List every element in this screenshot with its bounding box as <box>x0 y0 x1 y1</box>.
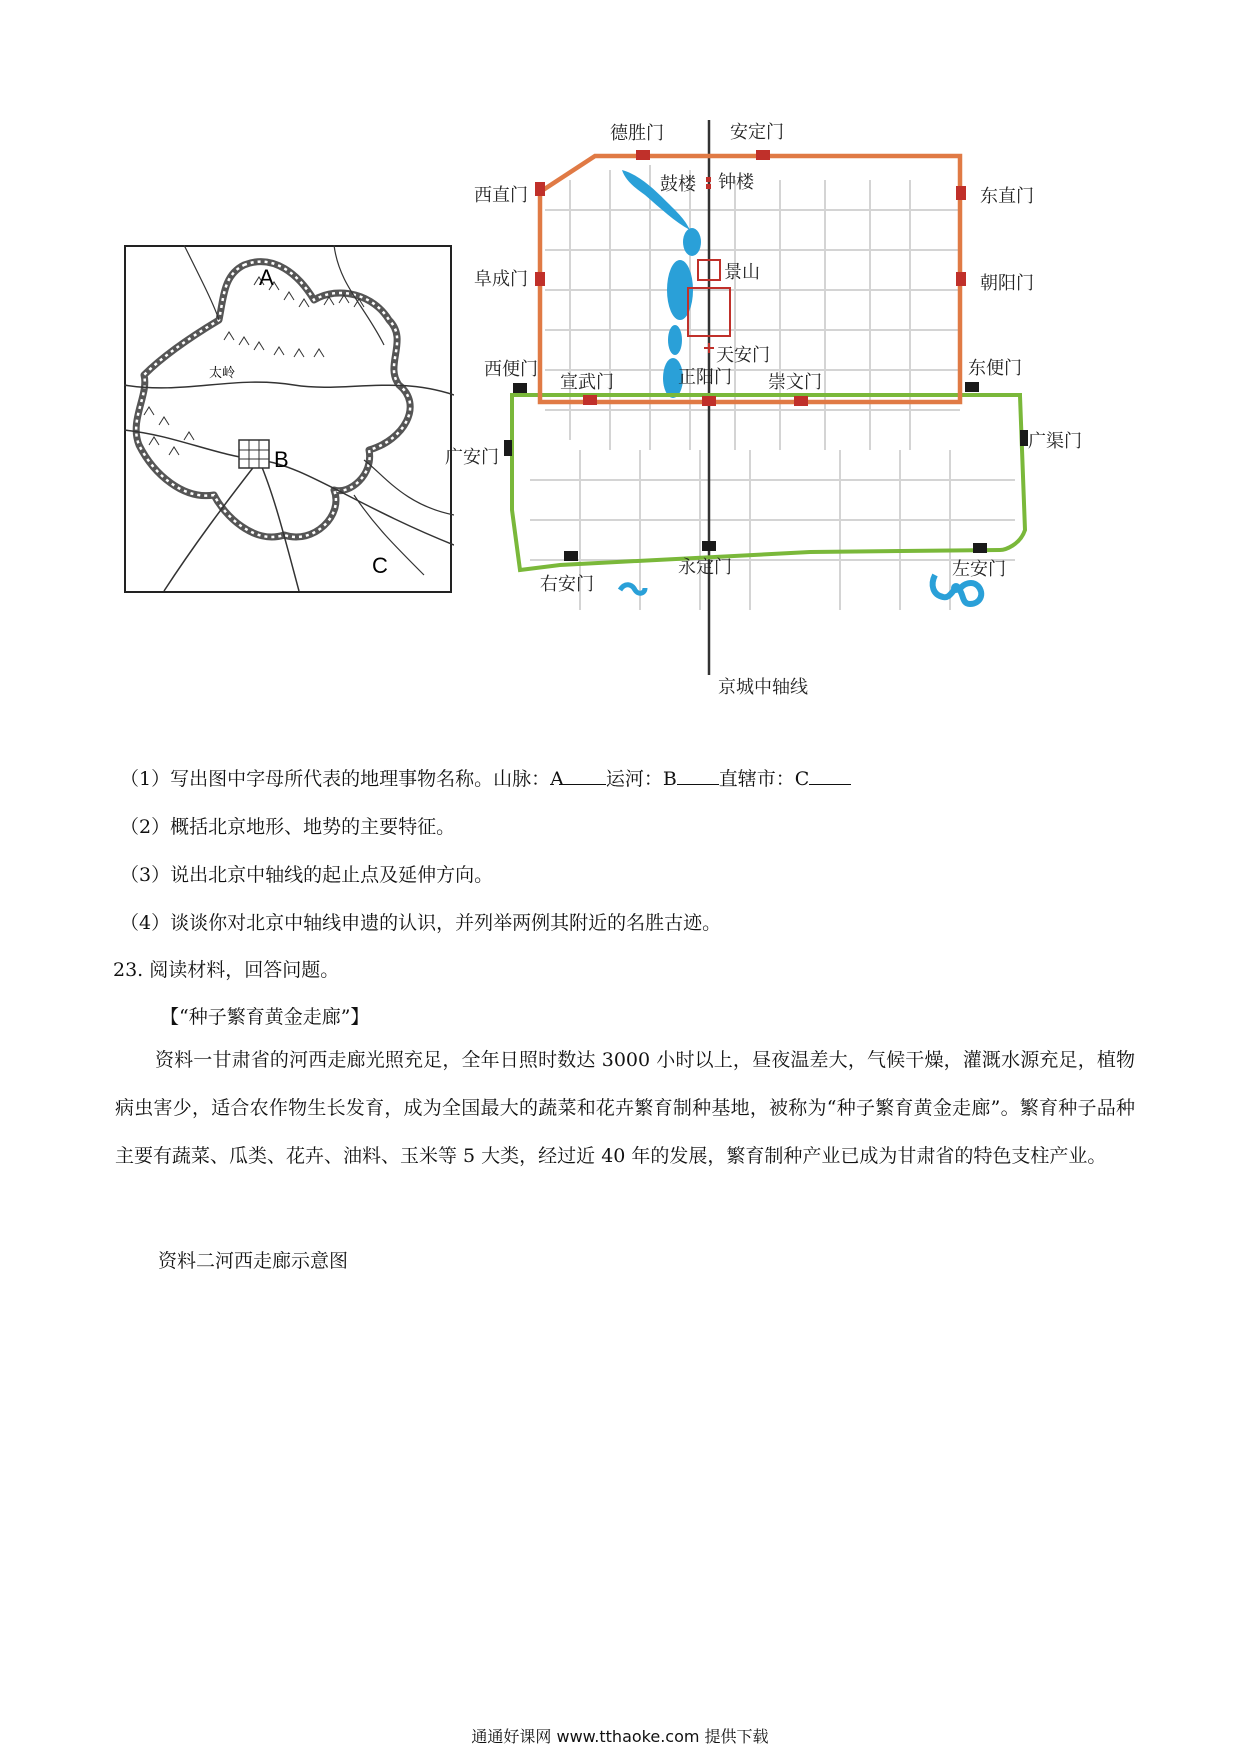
answer-blank-a[interactable] <box>564 768 606 785</box>
q1-mid2: 直辖市：C <box>718 768 810 790</box>
landmark-tiananmen: 天安门 <box>716 345 770 366</box>
gate-fucheng: 阜成门 <box>474 269 528 290</box>
landmark-gulou: 鼓楼 <box>660 174 696 195</box>
gate-chongwen: 崇文门 <box>768 372 822 393</box>
question-1 <box>120 764 851 791</box>
landmark-jingshan: 景山 <box>724 262 760 283</box>
landmark-zhonglou: 钟楼 <box>718 172 754 193</box>
beijing-city-map <box>445 120 1090 720</box>
gate-zhengyang: 正阳门 <box>678 367 732 388</box>
material-heading: 【“种子繁育黄金走廊”】 <box>160 1006 370 1028</box>
axis-label: 京城中轴线 <box>718 677 808 698</box>
gate-xibian: 西便门 <box>484 359 538 380</box>
city-map-drawing <box>480 120 1090 720</box>
question-2: （2）概括北京地形、地势的主要特征。 <box>120 816 456 838</box>
gate-xizhi: 西直门 <box>474 185 528 206</box>
question-4: （4）谈谈你对北京中轴线申遗的认识，并列举两例其附近的名胜古迹。 <box>120 912 722 934</box>
q1-prefix: （1）写出图中字母所代表的地理事物名称。山脉：A <box>120 768 564 790</box>
gate-xuanwu: 宣武门 <box>560 372 614 393</box>
gate-chaoyang: 朝阳门 <box>980 273 1034 294</box>
material-1: 资料一甘肃省的河西走廊光照充足，全年日照时数达 3000 小时以上，昼夜温差大，气候干燥，灌溉水源充足，植物病虫害少，适合农作物生长发育，成为全国最大的蔬菜和花卉繁育制种基地，被称为“种子繁育黄金走廊”。繁育种子品种主要有蔬菜、瓜类、花卉、油料、玉米等 5 大类，经过近 40 年的发展，繁育制种产业已成为甘肃省的特色支柱产业。 <box>115 1049 1135 1167</box>
q1-mid1: 运河：B <box>605 768 677 790</box>
question-3: （3）说出北京中轴线的起止点及延伸方向。 <box>120 864 494 886</box>
gate-anding: 安定门 <box>730 122 784 143</box>
label-b: B <box>274 447 289 472</box>
gate-dongbian: 东便门 <box>968 358 1022 379</box>
label-c: C <box>372 553 388 578</box>
gate-youan: 右安门 <box>540 574 594 595</box>
beijing-region-map <box>124 245 454 595</box>
answer-blank-c[interactable] <box>809 768 851 785</box>
question-23-title: 23. 阅读材料，回答问题。 <box>113 959 340 981</box>
gate-desheng: 德胜门 <box>610 123 664 144</box>
gate-yongding: 永定门 <box>678 557 732 578</box>
material-2: 资料二河西走廊示意图 <box>158 1250 349 1272</box>
gate-guangqu: 广渠门 <box>1028 431 1082 452</box>
gate-dongzhi: 东直门 <box>980 186 1034 207</box>
gate-zuoan: 左安门 <box>952 559 1006 580</box>
label-a: A <box>259 265 274 290</box>
gate-guangan: 广安门 <box>445 447 499 468</box>
label-range: 太岭 <box>209 365 236 380</box>
region-map-drawing <box>124 245 454 595</box>
answer-blank-b[interactable] <box>677 768 719 785</box>
footer: 通通好课网 www.tthaoke.com 提供下载 <box>471 1727 769 1746</box>
